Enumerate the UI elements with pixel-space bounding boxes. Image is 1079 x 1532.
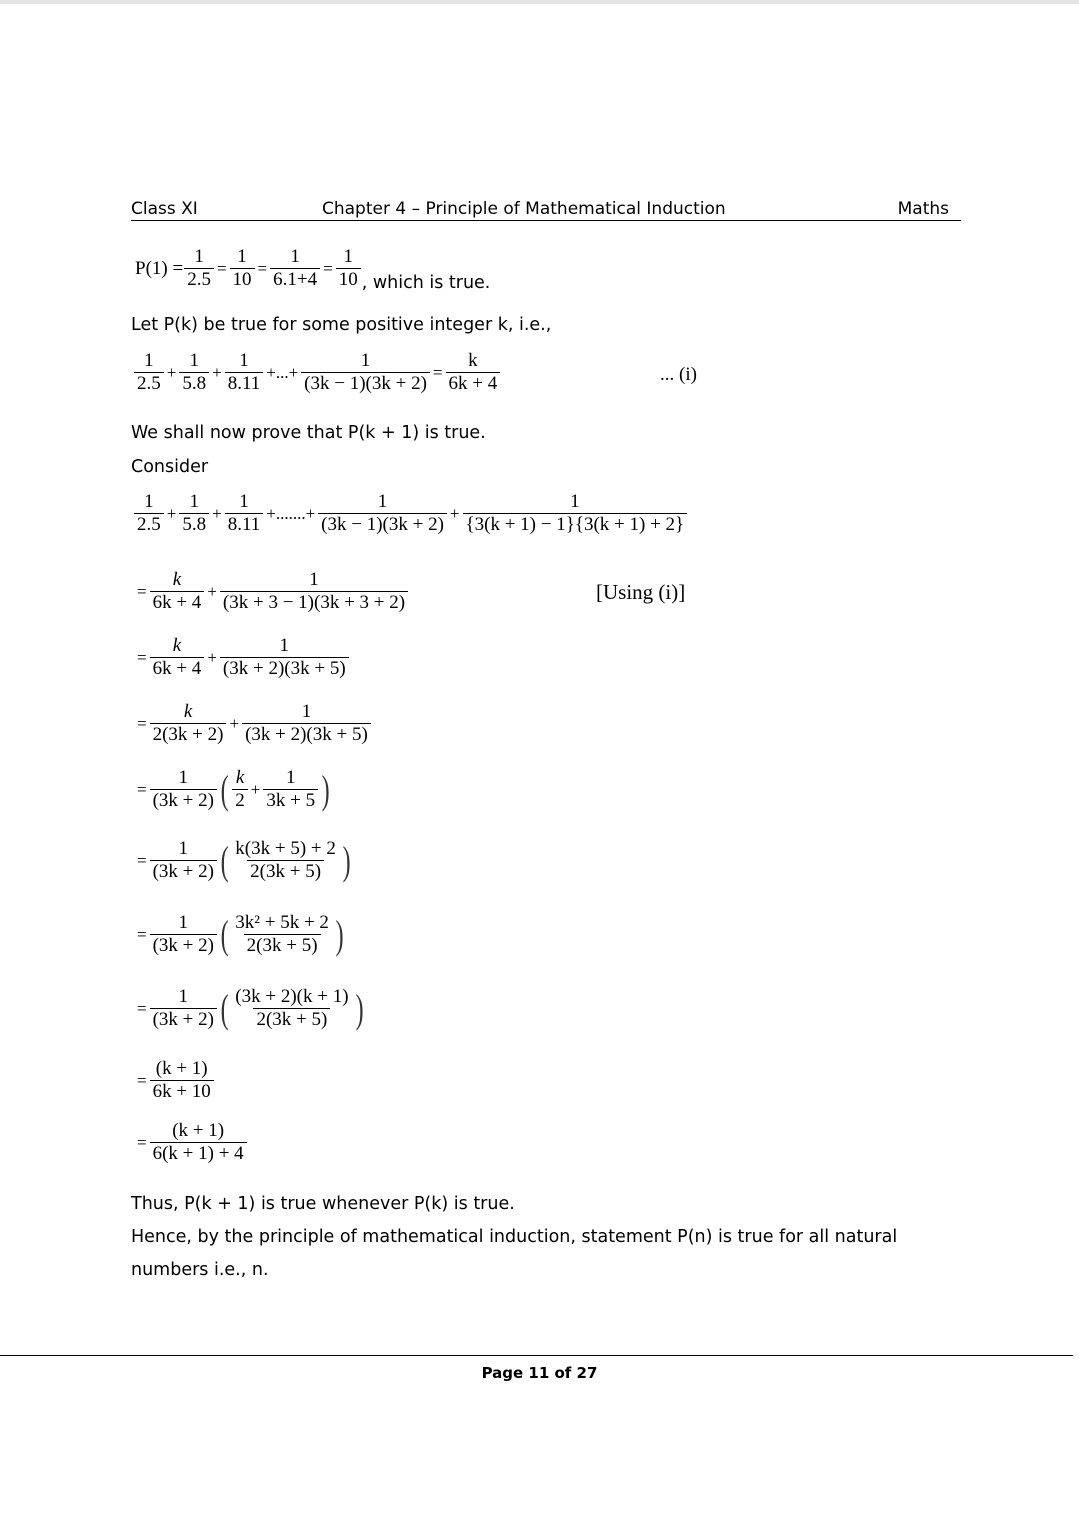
step-4: = $\frac{1}{(3k + 2)}$ ( $\frac{k}{2}$ + $\frac{1}{3k + 5}$ )	[137, 766, 330, 812]
fraction: $\frac{1}{10}$	[336, 246, 361, 291]
hence-text-line1: Hence, by the principle of mathematical induction, statement P(n) is true for all natural	[131, 1227, 898, 1247]
base-case-tail: , which is true.	[361, 273, 491, 293]
step-2: = $\frac{k}{6k + 4}$ + $\frac{1}{(3k + 2)(3k + 5)}$	[135, 635, 350, 680]
step-7: = $\frac{1}{(3k + 2)}$ ( $\frac{(3k + 2)(k + 1)}{2(3k + 5)}$ )	[137, 985, 364, 1031]
fraction: $\frac{1}{2.5}$	[134, 350, 164, 395]
page-header	[131, 198, 961, 221]
equation-i: $\frac{1}{2.5}$ + $\frac{1}{5.8}$ + $\frac{1}{8.11}$ +...+ $\frac{1}{(3k - 1)(3k + 2)}$ = $\frac{k}{6k + 4}$	[133, 350, 501, 395]
prove-text: We shall now prove that P(k + 1) is true.	[131, 423, 486, 443]
header-class: Class XI	[131, 199, 198, 219]
conclusion-text: Thus, P(k + 1) is true whenever P(k) is true.	[131, 1194, 515, 1214]
using-i-note: [Using (i)]	[596, 580, 686, 604]
consider-text: Consider	[131, 457, 209, 477]
page-number: Page 11 of 27	[481, 1364, 598, 1382]
step-3: = $\frac{k}{2(3k + 2)}$ + $\frac{1}{(3k + 2)(3k + 5)}$	[135, 701, 372, 746]
fraction: $\frac{1}{10}$	[230, 246, 255, 291]
fraction: $\frac{k}{6k + 4}$	[446, 350, 501, 395]
fraction: $\frac{1}{2.5}$	[184, 246, 214, 291]
step-8: = $\frac{(k + 1)}{6k + 10}$	[135, 1058, 215, 1103]
footer-divider	[0, 1355, 1073, 1356]
header-subject: Maths	[897, 199, 949, 219]
step-5: = $\frac{1}{(3k + 2)}$ ( $\frac{k(3k + 5) + 2}{2(3k + 5)}$ )	[137, 837, 351, 883]
assumption-text: Let P(k) be true for some positive integer k, i.e.,	[131, 315, 552, 335]
step-9: = $\frac{(k + 1)}{6(k + 1) + 4}$	[135, 1120, 248, 1165]
base-case-equation: P(1) = $\frac{1}{2.5}$ = $\frac{1}{10}$ = $\frac{1}{6.1+4}$ = $\frac{1}{10}$ , which is true.	[135, 246, 491, 293]
consider-equation: $\frac{1}{2.5}$ + $\frac{1}{5.8}$ + $\frac{1}{8.11}$ +.......+ $\frac{1}{(3k - 1)(3k + 2)}$ + $\frac{1}{\{3(k + 1) - 1\}\{3(k + 1) + 2\}}$	[133, 491, 688, 536]
step-1: = $\frac{k}{6k + 4}$ + $\frac{1}{(3k + 3 - 1)(3k + 3 + 2)}$	[135, 569, 409, 614]
header-chapter: Chapter 4 – Principle of Mathematical Induction	[322, 199, 726, 219]
fraction: $\frac{1}{6.1+4}$	[270, 246, 320, 291]
step-6: = $\frac{1}{(3k + 2)}$ ( $\frac{\text{3k² + 5k + 2}}{2(3k + 5)}$ )	[137, 911, 344, 957]
fraction: $\frac{1}{8.11}$	[225, 350, 264, 395]
fraction: $\frac{1}{5.8}$	[179, 350, 209, 395]
hence-text-line2: numbers i.e., n.	[131, 1260, 269, 1280]
lhs: P(1) =	[135, 257, 184, 279]
fraction: $\frac{1}{(3k - 1)(3k + 2)}$	[301, 350, 430, 395]
equation-label-i: ... (i)	[660, 364, 697, 385]
top-toolbar-strip	[0, 0, 1079, 4]
